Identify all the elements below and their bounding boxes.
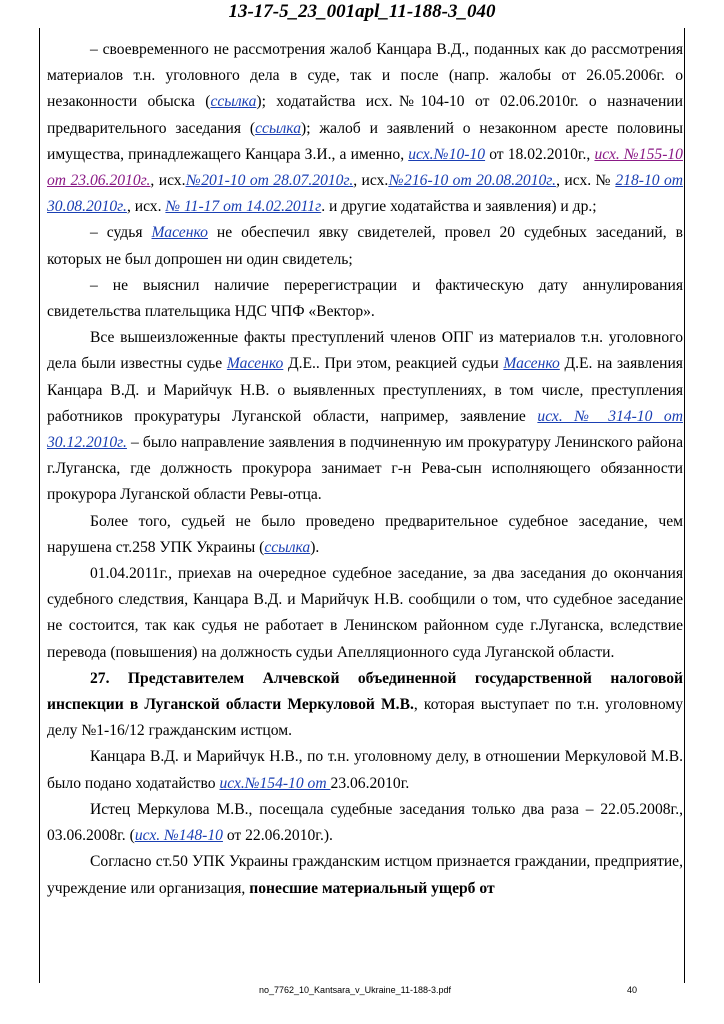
section-27-heading: 27. Представителем Алчевской объединенной государственной налоговой инспекции в Луганской области Меркуловой М.В. (47, 669, 683, 714)
paragraph-preliminary-hearing: Более того, судьей не было проведено предварительное судебное заседание, чем нарушена ст.258 УПК Украины (ссылка). (47, 512, 683, 556)
paragraph-civil-plaintiff: Согласно ст.50 УПК Украины гражданским истцом признается граждании, предприятие, учреждение или организация, понесшие материальный ущерб от (47, 853, 683, 897)
page-number: 40 (627, 985, 638, 995)
paragraph-hearings-attended: Истец Меркулова М.В., посещала судебные заседания только два раза – 22.05.2008г., 03.06.2008г. (исх. №148-10 от 22.06.2010г.). (47, 800, 683, 845)
paragraph-judge-transfer: 01.04.2011г., приехав на очередное судебное заседание, за два заседания до окончания судебного следствия, Канцара В.Д. и Марийчук Н.В. сообщили о том, что судебное заседание не состоится, так как судья не работает в Ленинском районном суде г.Луганска, вследствие перевода (повышения) на должность судьи Апелляционного суда Луганской области. (47, 565, 683, 661)
link-ref-201-10[interactable]: №201-10 от 28.07.2010г. (185, 172, 354, 190)
link-masenko[interactable]: Масенко (503, 355, 560, 373)
link-ref-216-10[interactable]: №216-10 от 20.08.2010г. (388, 172, 557, 190)
paragraph-facts-known: Все вышеизложенные факты преступлений членов ОПГ из материалов т.н. уголовного дела были известны судье Масенко Д.Е.. При этом, реакцией судьи Масенко Д.Е. на заявления Канцара В.Д. и Марийчук Н.В. о выявленных преступлениях, в том числе, преступления работников прокуратуры Луганской области, например, заявление исх. № 314-10 от 30.12.2010г. – было направление заявления в подчиненную им прокуратуру Ленинского района г.Луганска, где должность прокурора занимает г-н Рева-сын исполняющего обязанности прокурора Луганской области Ревы-отца. (47, 329, 683, 504)
page-footer (0, 985, 724, 999)
paragraph-vat-certificate: – не выяснил наличие перерегистрации и фактическую дату аннулирования свидетельства плательщика НДС ЧПФ «Вектор». (47, 276, 683, 321)
link-ssylka[interactable]: ссылка (255, 119, 302, 137)
document-header-title: 13-17-5_23_001apl_11-188-3_040 (228, 1, 496, 22)
link-ssylka[interactable]: ссылка (264, 538, 311, 556)
link-masenko[interactable]: Масенко (226, 355, 284, 373)
footer-filename: no_7762_10_Kantsara_v_Ukraine_11-188-3.pdf (259, 985, 451, 995)
paragraph-complaints: – своевременного не рассмотрения жалоб Канцара В.Д., поданных как до рассмотрения материалов т.н. уголовного дела в суде, так и после (напр. жалобы от 26.05.2006г. о незаконности обыска (ссылка); ходатайства исх.№104-10 от 02.06.2010г. о назначении предварительного заседания (ссылка); жалоб и заявлений о незаконном аресте половины имущества, принадлежащего Канцара З.И., а именно, исх.№10-10 от 18.02.2010г., исх. №155-10 от 23.06.2010г., исх.№201-10 от 28.07.2010г., исх.№216-10 от 20.08.2010г., исх. № 218-10 от 30.08.2010г., исх. № 11-17 от 14.02.2011г. и другие ходатайства и заявления) и др.; (47, 41, 684, 216)
link-ref-148-10[interactable]: исх. №148-10 (134, 827, 223, 845)
link-masenko[interactable]: Масенко (151, 224, 208, 242)
document-body (47, 37, 683, 902)
link-ref-155-10[interactable]: исх. №155-10 от 23.06.2010г. (47, 145, 683, 190)
link-ref-11-17[interactable]: № 11-17 от 14.02.2011г (165, 198, 322, 216)
right-margin-line (684, 28, 685, 983)
paragraph-section-27: 27. Представителем Алчевской объединенной государственной налоговой инспекции в Луганской области Меркуловой М.В., которая выступает по т.н. уголовному делу №1-16/12 гражданским истцом. (47, 669, 683, 740)
link-ssylka[interactable]: ссылка (210, 93, 257, 111)
link-ref-10-10[interactable]: исх.№10-10 (408, 145, 486, 163)
link-ref-218-10[interactable]: 218-10 от 30.08.2010г. (47, 172, 684, 216)
link-ref-154-10[interactable]: исх.№154-10 от (219, 774, 331, 792)
paragraph-motion-merkulova: Канцара В.Д. и Марийчук Н.В., по т.н. уголовному делу, в отношении Меркуловой М.В. было подано ходатайство исх.№154-10 от 23.06.2010г. (47, 748, 683, 792)
link-ref-314-10[interactable]: исх. № 314-10 от 30.12.2010г. (47, 407, 683, 452)
paragraph-witnesses: – судья Масенко не обеспечил явку свидетелей, провел 20 судебных заседаний, в которых не был допрошен ни один свидетель; (47, 224, 683, 268)
left-margin-line (39, 28, 40, 983)
